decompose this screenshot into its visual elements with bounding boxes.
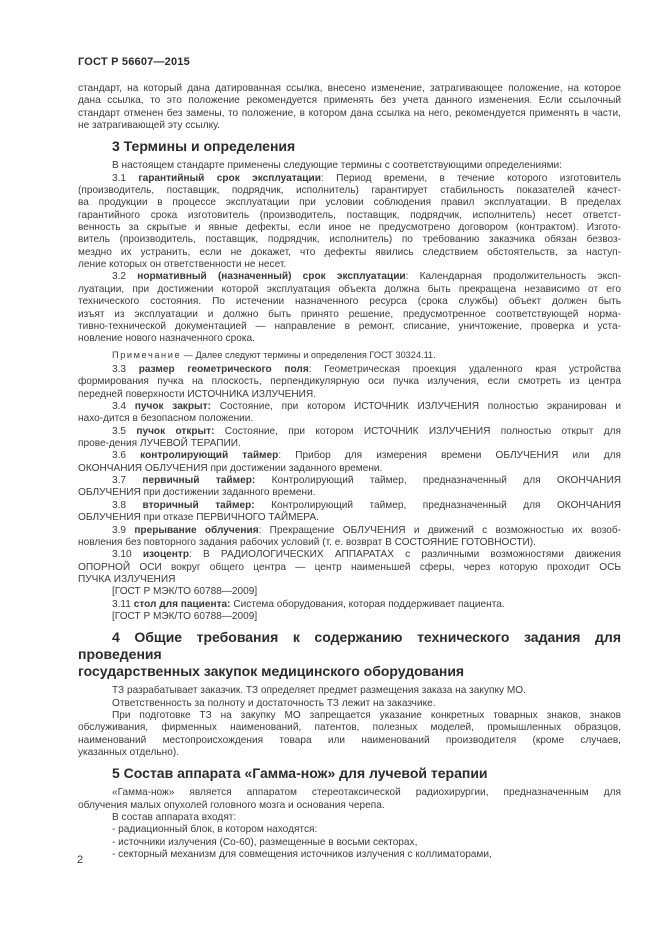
text-run: ПУЧКА ИЗЛУЧЕНИЯ [78, 573, 176, 585]
text-run: - источники излучения (Co-60), размещенные в восьми секторах, [112, 836, 418, 848]
text-run: [ГОСТ Р МЭК/ТО 60788—2009] [112, 586, 258, 598]
term-text: пучок закрыт: [134, 401, 211, 413]
text-run: 3.10 [112, 549, 143, 561]
text-line [78, 321, 621, 333]
text-run: 3.7 [112, 475, 143, 487]
text-line [78, 138, 621, 155]
paragraph [78, 812, 621, 824]
text-line [78, 438, 621, 450]
text-line [78, 108, 621, 120]
text-run: Состояние, при котором ИСТОЧНИК ИЗЛУЧЕНИЯ полностью экранирован и [210, 401, 621, 413]
text-line [78, 463, 621, 475]
paragraph [78, 849, 621, 861]
text-run: 5 Состав аппарата «Гамма-нож» для лучевой терапии [112, 765, 488, 782]
text-run: ОБЛУЧЕНИЯ при отказе ПЕРВИЧНОГО ТАЙМЕРА. [78, 512, 319, 524]
text-run: нахо-дится в безопасном положении. [78, 413, 254, 425]
text-line [78, 787, 621, 799]
text-line [78, 185, 621, 197]
text-run: ление которых он ответственности не несет. [78, 259, 287, 271]
text-line [78, 629, 621, 663]
section-heading [78, 138, 621, 155]
text-line [78, 401, 621, 413]
text-run: 4 Общие требования к содержанию технического задания для проведения [78, 629, 621, 663]
text-line [78, 549, 621, 561]
text-run: новления без повторного задания рабочих условий (т. е. возврат В СОСТОЯНИЕ ГОТОВНОСТИ). [78, 536, 536, 548]
text-run: обслуживания, фирменных наименований, патентов, полезных моделей, промышленных образцов, [78, 722, 621, 734]
text-line [78, 812, 621, 824]
text-line [78, 663, 621, 680]
text-run: 3 Термины и определения [112, 138, 296, 155]
text-run: [ГОСТ Р МЭК/ТО 60788—2009] [112, 610, 258, 622]
text-run: ва продукции в процессе эксплуатации при условии соблюдения правил эксплуатации. В пределах [78, 197, 621, 209]
text-line [78, 849, 621, 861]
text-run: 3.6 [112, 450, 141, 462]
text-run: 3.11 [112, 598, 134, 610]
text-line [78, 83, 621, 95]
term-text: пучок открыт: [136, 425, 215, 437]
paragraph [78, 500, 621, 525]
text-run: : Прекращение ОБЛУЧЕНИЯ и движений с возможностью их возоб- [258, 524, 621, 536]
text-line [78, 500, 621, 512]
paragraph [78, 787, 621, 812]
text-line [78, 450, 621, 462]
term-text: нормативный (назначенный) срок эксплуатации [137, 271, 406, 283]
paragraph [78, 364, 621, 401]
text-run: наименований местопроисхождения товара или наименований производителя (кроме случаев, [78, 734, 621, 746]
text-run: : В РАДИОЛОГИЧЕСКИХ АППАРАТАХ с различными возможностями движения [189, 549, 621, 561]
text-run: Контролирующий таймер, предназначенный для ОКОНЧАНИЯ [255, 475, 621, 487]
paragraph [78, 549, 621, 586]
text-line [78, 296, 621, 308]
text-run: изъят из эксплуатации и должно быть принято решение, предусмотренное соответствующей норма- [78, 308, 621, 320]
section-heading [78, 629, 621, 680]
text-line [78, 710, 621, 722]
text-run: Система оборудования, которая поддерживает пациента. [230, 598, 505, 610]
paragraph [78, 599, 621, 611]
text-line [78, 173, 621, 185]
paragraph [78, 824, 621, 836]
document-body [78, 83, 621, 861]
text-line [78, 389, 621, 401]
text-line [78, 837, 621, 849]
term-text: гарантийный срок эксплуатации [138, 172, 321, 184]
text-run: тивно-технической документацией — направление в ремонт, списание, уничтожение, проверка и уста- [78, 320, 621, 332]
text-run: 3.9 [112, 524, 135, 536]
text-run: : Прибор для измерения времени ОБЛУЧЕНИЯ или для [278, 450, 622, 462]
text-run: дана ссылка, то это положение рекомендуется применять без учета данного изменения. Если ссылочный [78, 95, 621, 107]
text-run: луатации, при достижении которой эксплуатация объекта должна быть прекращена независимо от его [78, 283, 621, 295]
term-text: стол для пациента: [133, 598, 231, 610]
text-run: 3.8 [112, 499, 143, 511]
text-line [78, 160, 621, 172]
text-line [78, 562, 621, 574]
text-line [78, 475, 621, 487]
running-header: ГОСТ Р 56607—2015 [78, 56, 190, 68]
term-text: вторичный таймер: [142, 499, 255, 511]
paragraph [78, 83, 621, 132]
text-line [78, 350, 621, 362]
text-line [78, 197, 621, 209]
text-line [78, 735, 621, 747]
text-run: Контролирующий таймер, предназначенный для ОКОНЧАНИЯ [254, 499, 621, 511]
text-run: 3.4 [112, 401, 135, 413]
paragraph [78, 611, 621, 623]
text-line [78, 722, 621, 734]
text-run: 3.2 [112, 271, 138, 283]
paragraph [78, 401, 621, 426]
text-line [78, 765, 621, 782]
paragraph [78, 160, 621, 172]
paragraph [78, 271, 621, 345]
paragraph [78, 710, 621, 759]
text-line [78, 586, 621, 598]
text-line [78, 222, 621, 234]
text-run: (производитель, поставщик, подрядчик, исполнитель) гарантирует стабильность показателей качест- [78, 185, 621, 197]
text-run: 3.3 [112, 364, 139, 376]
text-run: гарантийного срока изготовитель (производитель, поставщик, подрядчик, исполнитель) несет ответст- [78, 209, 621, 221]
text-line [78, 413, 621, 425]
text-run: государственных закупок медицинского оборудования [78, 663, 465, 680]
paragraph [78, 586, 621, 598]
text-run: : Геометрическая проекция удаленного края устройства [308, 364, 621, 376]
term-text: размер геометрического поля [138, 364, 309, 376]
paragraph [78, 173, 621, 272]
text-line [78, 426, 621, 438]
text-run: ОПОРНОЙ ОСИ вокруг общего центра — центр наименьшей сферы, через которую проходит ОСЬ [78, 561, 621, 573]
text-line [78, 309, 621, 321]
text-line [78, 120, 621, 132]
text-line [78, 271, 621, 283]
text-line [78, 537, 621, 549]
text-line [78, 364, 621, 376]
term-text: первичный таймер: [142, 475, 256, 487]
text-run: стандарт отменен без замены, то положение, в котором дана ссылка на него, рекомендуется применять в части, [78, 107, 621, 119]
text-run: ОБЛУЧЕНИЯ при достижении заданного времени. [78, 487, 316, 499]
text-run: передней поверхности ИСТОЧНИКА ИЗЛУЧЕНИЯ. [78, 388, 317, 400]
text-run: облучения малых опухолей головного мозга и основания черепа. [78, 799, 385, 811]
text-line [78, 747, 621, 759]
paragraph [78, 685, 621, 697]
text-run: не затрагивающей эту ссылку. [78, 120, 220, 132]
text-run: технического состояния. По истечении назначенного ресурса (срока службы) объект должен быть [78, 296, 621, 308]
text-run: : Календарная продолжительность эксп- [405, 271, 622, 283]
text-run: 3.1 [112, 172, 139, 184]
text-run: Примечание [112, 349, 182, 360]
text-run: прове-дения ЛУЧЕВОЙ ТЕРАПИИ. [78, 438, 241, 450]
text-run: «Гамма-нож» является аппаратом стереотаксической радиохирургии, предназначенным для [112, 787, 621, 799]
text-run: - секторный механизм для совмещения источников излучения с коллиматорами, [112, 849, 492, 861]
text-run: 3.5 [112, 425, 137, 437]
term-text: прерывание облучения [134, 524, 259, 536]
text-run: ОКОНЧАНИЯ ОБЛУЧЕНИЯ при достижении заданного времени. [78, 462, 383, 474]
text-line [78, 512, 621, 524]
text-line [78, 685, 621, 697]
text-line [78, 259, 621, 271]
page-number: 2 [77, 854, 84, 866]
text-line [78, 487, 621, 499]
text-run: витель (производитель, поставщик, подрядчик, исполнитель) по требованию заказчика обязан безвоз- [78, 234, 621, 246]
section-heading [78, 765, 621, 782]
text-line [78, 698, 621, 710]
text-run: указанных отдельно). [78, 746, 180, 758]
text-line [78, 284, 621, 296]
text-run: стандарт, на который дана датированная ссылка, внесено изменение, затрагивающее положение, на которое [78, 83, 621, 94]
text-line [78, 611, 621, 623]
text-run: В настоящем стандарте применены следующие термины с соответствующими определениями: [112, 160, 562, 172]
paragraph [78, 698, 621, 710]
text-run: ТЗ разрабатывает заказчик. ТЗ определяет предмет размещения заказа на закупку МО. [112, 685, 526, 697]
paragraph [78, 450, 621, 475]
paragraph [78, 837, 621, 849]
note-paragraph [78, 350, 621, 362]
text-run: Ответственность за полноту и достаточность ТЗ лежит на заказчике. [112, 697, 436, 709]
text-run: — Далее следуют термины и определения ГОСТ 30324.11. [181, 349, 436, 360]
text-run: - радиационный блок, в котором находятся: [112, 824, 318, 836]
text-line [78, 376, 621, 388]
text-line [78, 525, 621, 537]
text-run: Состояние, при котором ИСТОЧНИК ИЗЛУЧЕНИЯ полностью открыт для [214, 425, 621, 437]
text-line [78, 210, 621, 222]
term-text: контролирующий таймер [140, 450, 279, 462]
paragraph [78, 426, 621, 451]
text-run: венность за скрытые и явные дефекты, если иное не предусмотрено договором (контрактом). Изгото- [78, 222, 621, 234]
text-line [78, 800, 621, 812]
term-text: изоцентр [142, 549, 189, 561]
text-line [78, 599, 621, 611]
text-line [78, 333, 621, 345]
text-run: новление нового назначенного срока. [78, 333, 255, 345]
text-run: : Период времени, в течение которого изготовитель [320, 172, 621, 184]
text-line [78, 574, 621, 586]
text-run: формирования пучка на плоскость, перпендикулярную оси пучка излучения, если смотреть из центра [78, 376, 621, 388]
text-run: При подготовке ТЗ на закупку МО запрещается указание конкретных товарных знаков, знаков [112, 709, 621, 721]
text-line [78, 824, 621, 836]
text-line [78, 95, 621, 107]
paragraph [78, 525, 621, 550]
paragraph [78, 475, 621, 500]
text-line [78, 234, 621, 246]
text-run: мездно их устранить, если не докажет, что дефекты явились следствием обстоятельств, за наступ- [78, 246, 621, 258]
text-run: В состав аппарата входят: [112, 812, 237, 823]
text-line [78, 247, 621, 259]
